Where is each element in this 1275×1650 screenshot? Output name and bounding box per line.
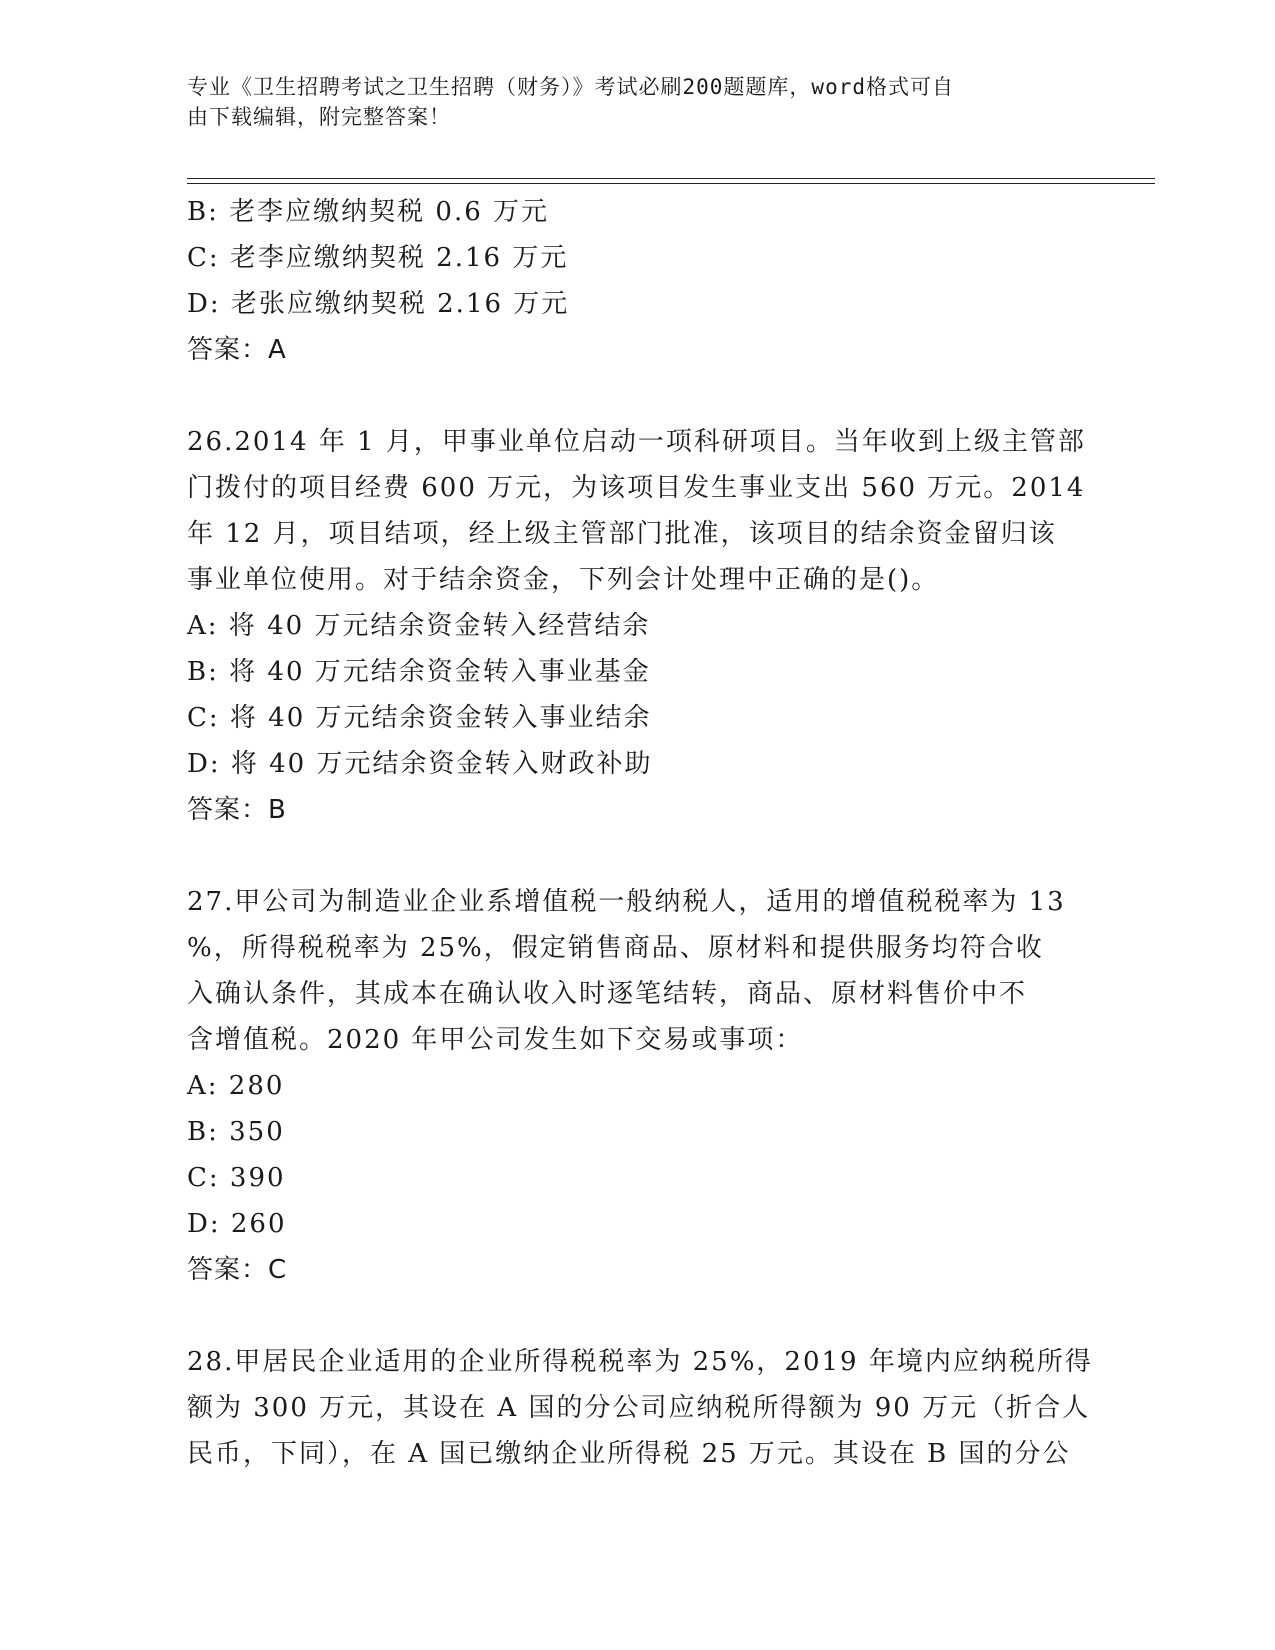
- option-a: A: 280: [187, 1071, 285, 1101]
- option-b: B: 老李应缴纳契税 0.6 万元: [187, 197, 550, 227]
- option-b: B: 将 40 万元结余资金转入事业基金: [187, 657, 651, 687]
- answer: 答案：B: [187, 795, 287, 825]
- question-25: [187, 189, 1087, 373]
- spacer: [187, 373, 1087, 419]
- header-rule-bottom: [187, 183, 1155, 184]
- question-text-line: 26.2014 年 1 月，甲事业单位启动一项科研项目。当年收到上级主管部: [187, 427, 1086, 457]
- answer: 答案：C: [187, 1255, 288, 1285]
- question-text-line: 民币，下同），在 A 国已缴纳企业所得税 25 万元。其设在 B 国的分公: [187, 1439, 1071, 1469]
- question-text-line: 门拨付的项目经费 600 万元，为该项目发生事业支出 560 万元。2014: [187, 473, 1086, 503]
- option-c: C: 390: [187, 1163, 286, 1193]
- question-28: [187, 1339, 1093, 1477]
- spacer: [187, 1293, 1087, 1339]
- header-line-1: 专业《卫生招聘考试之卫生招聘（财务）》考试必刷200题题库，word格式可自: [187, 75, 954, 99]
- option-a: A: 将 40 万元结余资金转入经营结余: [187, 611, 651, 641]
- header-rule-top: [187, 178, 1155, 179]
- question-text-line: %，所得税税率为 25%，假定销售商品、原材料和提供服务均符合收: [187, 933, 1044, 963]
- question-text-line: 额为 300 万元，其设在 A 国的分公司应纳税所得额为 90 万元（折合人: [187, 1393, 1091, 1423]
- answer: 答案：A: [187, 335, 287, 365]
- question-text-line: 28.甲居民企业适用的企业所得税税率为 25%，2019 年境内应纳税所得: [187, 1347, 1093, 1377]
- option-d: D: 将 40 万元结余资金转入财政补助: [187, 749, 653, 779]
- question-26: [187, 419, 1087, 833]
- header-line-2: 由下载编辑，附完整答案！: [187, 105, 451, 129]
- option-c: C: 老李应缴纳契税 2.16 万元: [187, 243, 569, 273]
- question-text-line: 入确认条件，其成本在确认收入时逐笔结转，商品、原材料售价中不: [187, 979, 1028, 1009]
- question-27: [187, 879, 1087, 1293]
- document-body: [187, 189, 1093, 1477]
- option-b: B: 350: [187, 1117, 285, 1147]
- question-text-line: 年 12 月，项目结项，经上级主管部门批准，该项目的结余资金留归该: [187, 519, 1057, 549]
- question-text-line: 27.甲公司为制造业企业系增值税一般纳税人，适用的增值税税率为 13: [187, 887, 1066, 917]
- question-text-line: 事业单位使用。对于结余资金，下列会计处理中正确的是()。: [187, 565, 940, 595]
- option-d: D: 老张应缴纳契税 2.16 万元: [187, 289, 570, 319]
- document-header: [187, 72, 1067, 132]
- spacer: [187, 833, 1087, 879]
- option-d: D: 260: [187, 1209, 287, 1239]
- option-c: C: 将 40 万元结余资金转入事业结余: [187, 703, 652, 733]
- question-text-line: 含增值税。2020 年甲公司发生如下交易或事项：: [187, 1025, 804, 1055]
